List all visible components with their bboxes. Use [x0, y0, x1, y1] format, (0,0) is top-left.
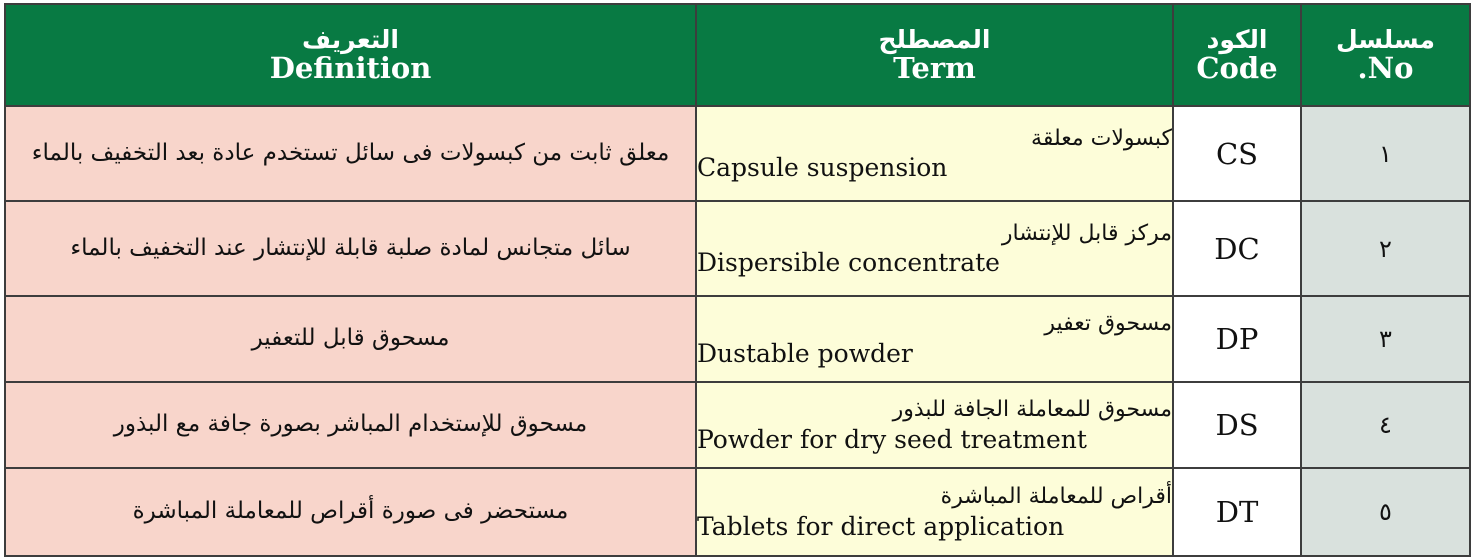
header-no-ar: مسلسل [1336, 24, 1435, 54]
table-body [5, 106, 1470, 556]
definition-cell: مستحضر فى صورة أقراص للمعاملة المباشرة [5, 468, 696, 556]
serial-cell: ٥ [1301, 468, 1470, 556]
code-cell: DP [1173, 296, 1301, 382]
term-ar: أقراص للمعاملة المباشرة [940, 484, 1172, 510]
serial-cell: ٣ [1301, 296, 1470, 382]
header-code-ar: الكود [1206, 24, 1268, 54]
term-cell [696, 296, 1173, 382]
header-code-en: Code [1196, 50, 1278, 85]
code-cell: DS [1173, 382, 1301, 468]
header-code [1173, 4, 1301, 106]
serial-cell: ٤ [1301, 382, 1470, 468]
term-en: Capsule suspension [697, 153, 948, 183]
header-definition [5, 4, 696, 106]
code-cell: DT [1173, 468, 1301, 556]
table-row [5, 201, 1470, 296]
term-en: Dustable powder [697, 338, 913, 368]
table-row [5, 106, 1470, 201]
serial-cell: ٢ [1301, 201, 1470, 296]
header-term-ar: المصطلح [878, 24, 991, 54]
table-row [5, 382, 1470, 468]
definition-cell: مسحوق للإستخدام المباشر بصورة جافة مع البذور [5, 382, 696, 468]
term-ar: مركز قابل للإنتشار [1001, 220, 1172, 246]
term-cell [696, 106, 1173, 201]
term-ar: مسحوق للمعاملة الجافة للبذور [892, 397, 1172, 423]
code-cell: CS [1173, 106, 1301, 201]
definition-cell: معلق ثابت من كبسولات فى سائل تستخدم عادة بعد التخفيف بالماء [5, 106, 696, 201]
term-en: Tablets for direct application [697, 511, 1065, 541]
code-cell: DC [1173, 201, 1301, 296]
header-term-en: Term [893, 50, 976, 85]
term-cell [696, 468, 1173, 556]
header-term [696, 4, 1173, 106]
serial-cell: ١ [1301, 106, 1470, 201]
header-definition-en: Definition [269, 50, 432, 85]
table-row [5, 468, 1470, 556]
definition-cell: سائل متجانس لمادة صلبة قابلة للإنتشار عند التخفيف بالماء [5, 201, 696, 296]
table-header [5, 4, 1470, 106]
definition-cell: مسحوق قابل للتعفير [5, 296, 696, 382]
header-definition-ar: التعريف [302, 24, 399, 54]
term-en: Powder for dry seed treatment [697, 424, 1087, 454]
term-cell [696, 382, 1173, 468]
table-row [5, 296, 1470, 382]
term-ar: كبسولات معلقة [1031, 125, 1172, 151]
header-row [5, 4, 1470, 106]
term-ar: مسحوق تعفير [1044, 311, 1172, 337]
formulation-codes-table [4, 3, 1471, 557]
header-no [1301, 4, 1470, 106]
term-en: Dispersible concentrate [697, 248, 1000, 278]
header-no-en: .No [1357, 50, 1414, 85]
term-cell [696, 201, 1173, 296]
